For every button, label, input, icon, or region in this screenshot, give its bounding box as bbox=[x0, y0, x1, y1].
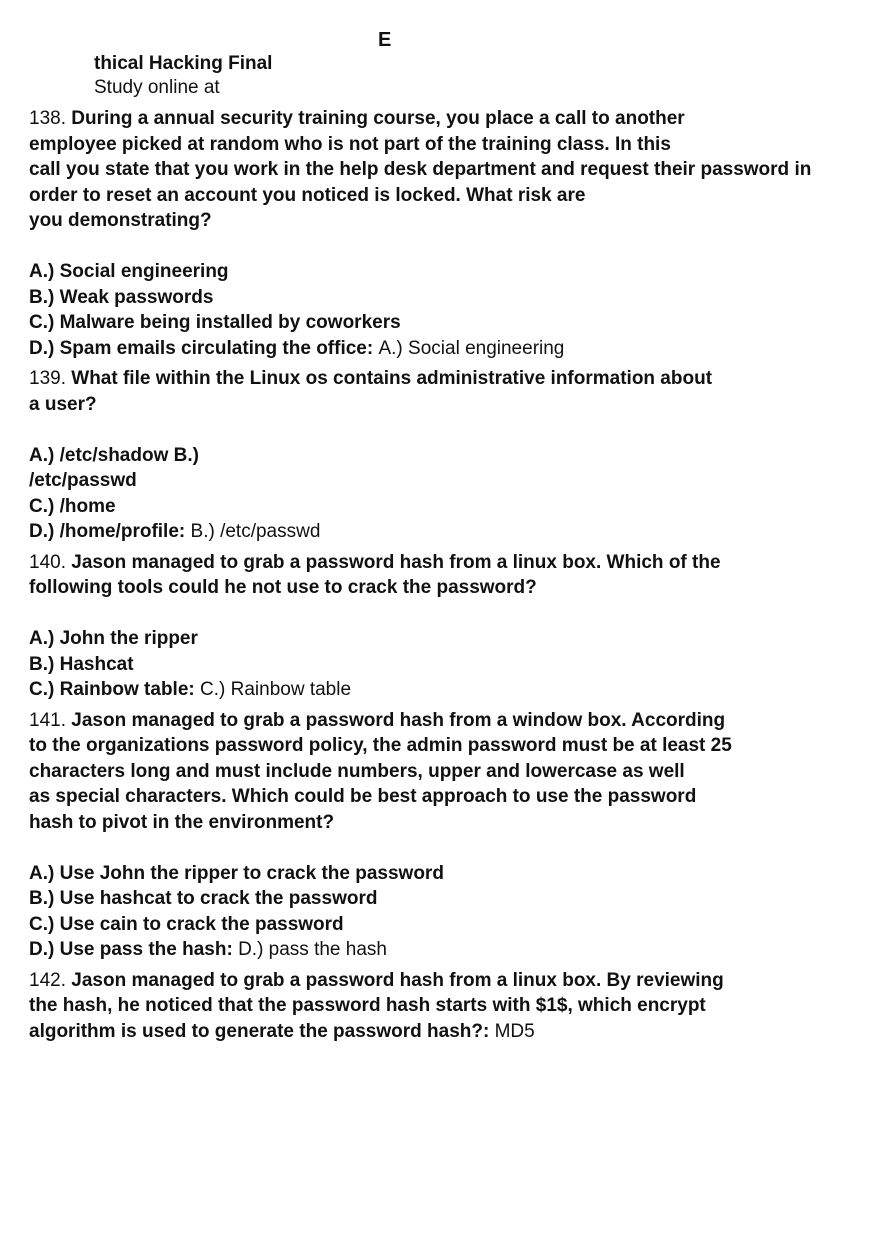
header-letter: E bbox=[378, 29, 392, 51]
question-text-line: algorithm is used to generate the password hash?: bbox=[29, 1020, 490, 1042]
answer-option: C.) Malware being installed by coworkers bbox=[29, 312, 401, 333]
correct-answer: D.) pass the hash bbox=[238, 939, 387, 960]
question-text-line: hash to pivot in the environment? bbox=[29, 811, 335, 833]
question-138 bbox=[29, 106, 859, 361]
question-140 bbox=[29, 550, 859, 703]
question-142 bbox=[29, 968, 859, 1045]
answer-option: D.) /home/profile: bbox=[29, 521, 186, 542]
answer-option: C.) Use cain to crack the password bbox=[29, 913, 344, 935]
question-text-line: call you state that you work in the help desk department and request their password in bbox=[29, 159, 812, 180]
question-text-line: following tools could he not use to crack the password? bbox=[29, 577, 537, 598]
question-number: 139. bbox=[29, 368, 66, 389]
correct-answer: MD5 bbox=[494, 1020, 535, 1042]
question-text-line: the hash, he noticed that the password hash starts with $1$, which encrypt bbox=[29, 995, 706, 1016]
question-text-line: characters long and must include numbers, upper and lowercase as well bbox=[29, 760, 685, 782]
question-text-line: as special characters. Which could be best approach to use the password bbox=[29, 786, 697, 807]
question-text-line: to the organizations password policy, the admin password must be at least 25 bbox=[29, 735, 732, 756]
question-141 bbox=[29, 708, 859, 963]
study-online-text: Study online at bbox=[94, 77, 220, 98]
question-text-line: employee picked at random who is not part of the training class. In this bbox=[29, 133, 671, 155]
question-text-line: Jason managed to grab a password hash from a linux box. By reviewing bbox=[71, 969, 724, 991]
document-title: thical Hacking Final bbox=[94, 53, 273, 74]
question-text-line: Jason managed to grab a password hash from a linux box. Which of the bbox=[71, 551, 721, 573]
question-text-line: What file within the Linux os contains administrative information about bbox=[71, 368, 713, 389]
question-number: 140. bbox=[29, 551, 66, 573]
question-number: 141. bbox=[29, 709, 66, 731]
answer-option: D.) Spam emails circulating the office: bbox=[29, 337, 374, 359]
answer-option: C.) /home bbox=[29, 495, 116, 517]
answer-option: A.) /etc/shadow B.) bbox=[29, 444, 199, 466]
answer-option: B.) Hashcat bbox=[29, 653, 134, 675]
correct-answer: B.) /etc/passwd bbox=[190, 521, 321, 542]
question-text-line: a user? bbox=[29, 393, 97, 415]
answer-option: A.) Social engineering bbox=[29, 261, 229, 282]
correct-answer: C.) Rainbow table bbox=[200, 679, 352, 700]
question-list bbox=[29, 106, 859, 1049]
question-text-line: Jason managed to grab a password hash from a window box. According bbox=[71, 709, 726, 731]
question-number: 138. bbox=[29, 108, 66, 129]
answer-option: A.) Use John the ripper to crack the password bbox=[29, 862, 444, 884]
question-text-line: order to reset an account you noticed is locked. What risk are bbox=[29, 184, 586, 206]
answer-option: B.) Use hashcat to crack the password bbox=[29, 888, 378, 909]
answer-option: A.) John the ripper bbox=[29, 628, 198, 649]
answer-option: C.) Rainbow table: bbox=[29, 679, 195, 700]
answer-option: D.) Use pass the hash: bbox=[29, 939, 233, 960]
correct-answer: A.) Social engineering bbox=[378, 337, 565, 359]
question-139 bbox=[29, 366, 859, 545]
question-number: 142. bbox=[29, 969, 66, 991]
question-text-line: During a annual security training course, you place a call to another bbox=[71, 108, 685, 129]
answer-option: /etc/passwd bbox=[29, 470, 137, 491]
answer-option: B.) Weak passwords bbox=[29, 286, 214, 308]
question-text-line: you demonstrating? bbox=[29, 210, 212, 231]
